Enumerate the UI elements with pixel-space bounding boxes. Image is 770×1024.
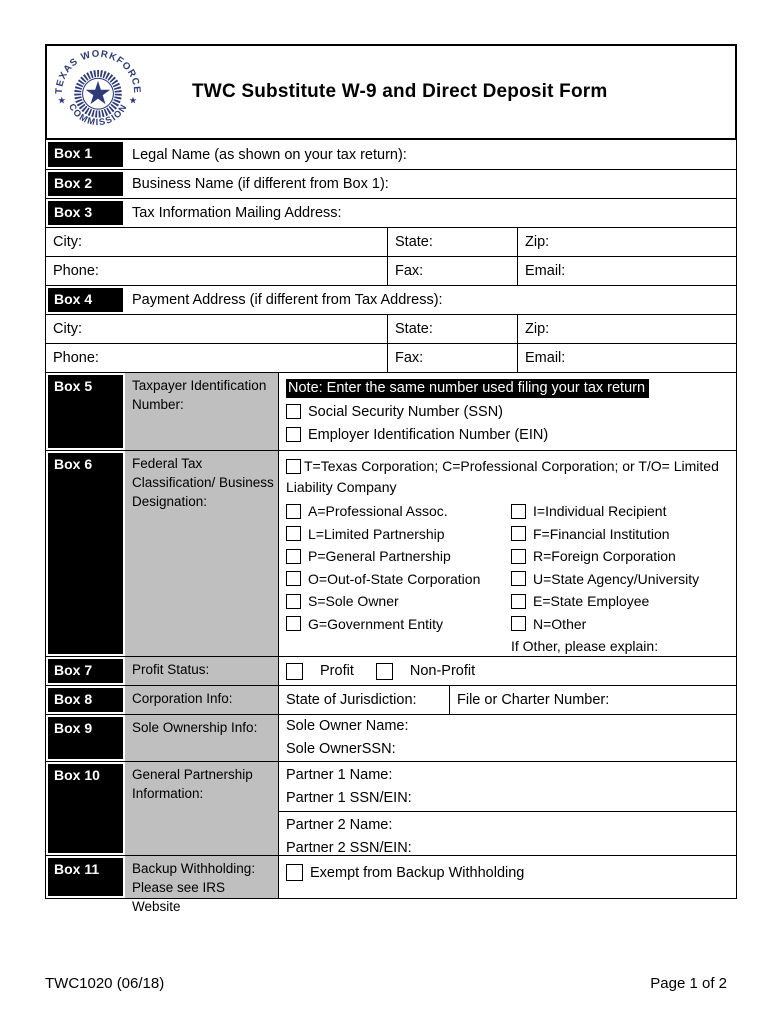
box6-content (279, 451, 736, 656)
form-header (45, 44, 737, 140)
class-o-label: O=Out-of-State Corporation (308, 570, 481, 587)
class-r-checkbox[interactable] (511, 549, 526, 564)
box10-content (279, 762, 736, 855)
tax-phone-row (46, 256, 736, 285)
charter-number-label: File or Charter Number: (457, 692, 610, 708)
jurisdiction-label: State of Jurisdiction: (286, 692, 417, 708)
payment-city-label: City: (53, 321, 82, 337)
tax-city-label: City: (53, 234, 82, 250)
box10-side-label: General Partnership Information: (125, 762, 279, 855)
box8-row (46, 685, 736, 714)
box5-label: Box 5 (46, 373, 125, 450)
box10-label: Box 10 (46, 762, 125, 855)
seal-top-text: TEXAS WORKFORCE (54, 48, 142, 95)
class-i-label: I=Individual Recipient (533, 503, 667, 520)
payment-zip-field[interactable] (517, 315, 736, 343)
class-a-label: A=Professional Assoc. (308, 503, 448, 520)
tax-state-field[interactable] (387, 228, 517, 256)
box2-row (46, 169, 736, 198)
class-t-option (286, 454, 729, 498)
seal-left-star-icon: ★ (57, 95, 67, 107)
tax-zip-field[interactable] (517, 228, 736, 256)
class-n-label: N=Other (533, 615, 587, 632)
partner1-block (279, 762, 736, 811)
box3-row (46, 198, 736, 227)
document-page (45, 44, 737, 914)
class-u-label: U=State Agency/University (533, 570, 700, 587)
class-f-checkbox[interactable] (511, 526, 526, 541)
tax-mailing-address-field[interactable] (125, 199, 736, 227)
sole-owner-name-label: Sole Owner Name: (286, 718, 409, 734)
partner1-ssn-label: Partner 1 SSN/EIN: (286, 789, 412, 806)
payment-address-field[interactable] (125, 286, 736, 314)
class-n-checkbox[interactable] (511, 616, 526, 631)
ein-checkbox[interactable] (286, 427, 301, 442)
box3-label: Box 3 (46, 199, 125, 227)
non-profit-checkbox[interactable] (376, 663, 393, 680)
class-e-checkbox[interactable] (511, 594, 526, 609)
box9-side-label: Sole Ownership Info: (125, 715, 279, 761)
partner1-ssn-field[interactable] (286, 787, 729, 810)
tax-city-field[interactable] (46, 228, 387, 256)
classification-left-column (286, 500, 511, 656)
class-u-checkbox[interactable] (511, 571, 526, 586)
other-explain-field[interactable] (511, 635, 729, 656)
class-p-label: P=General Partnership (308, 548, 451, 565)
box1-label: Box 1 (46, 140, 125, 169)
form-table (45, 140, 737, 914)
class-s-label: S=Sole Owner (308, 593, 399, 610)
classification-columns (286, 500, 729, 656)
legal-name-field[interactable] (125, 140, 736, 169)
payment-email-label: Email: (525, 350, 566, 366)
ssn-checkbox[interactable] (286, 404, 301, 419)
box4-row (46, 285, 736, 314)
class-t-label: T=Texas Corporation; C=Professional Corporation; or T/O= Limited Liability Company (286, 458, 719, 495)
seal-star-icon (87, 82, 109, 103)
seal-right-star-icon: ★ (128, 95, 138, 107)
payment-phone-field[interactable] (46, 344, 387, 372)
tin-note-line (286, 377, 729, 400)
payment-state-label: State: (395, 321, 433, 337)
box9-label: Box 9 (46, 715, 125, 761)
exempt-backup-withholding-checkbox[interactable] (286, 864, 303, 881)
class-o-checkbox[interactable] (286, 571, 301, 586)
box6-side-label: Federal Tax Classification/ Business Designation: (125, 451, 279, 656)
jurisdiction-field[interactable] (279, 686, 450, 714)
box7-label: Box 7 (46, 657, 125, 685)
page-number: Page 1 of 2 (650, 975, 727, 992)
non-profit-label: Non-Profit (409, 663, 476, 679)
payment-phone-label: Phone: (53, 350, 99, 366)
business-name-label: Business Name (if different from Box 1): (132, 176, 389, 192)
form-number: TWC1020 (06/18) (45, 975, 165, 992)
partner2-block (279, 811, 736, 861)
svg-text:COMMISSION (67, 102, 129, 127)
box11-side-label: Backup Withholding: Please see IRS Website (125, 856, 279, 898)
class-l-label: L=Limited Partnership (308, 525, 445, 542)
tax-city-row (46, 227, 736, 256)
box6-row (46, 450, 736, 656)
box11-label: Box 11 (46, 856, 125, 898)
payment-fax-label: Fax: (395, 350, 424, 366)
class-g-checkbox[interactable] (286, 616, 301, 631)
page-footer (45, 975, 727, 992)
tax-zip-label: Zip: (525, 234, 550, 250)
backup-withholding-option (286, 861, 524, 884)
sole-owner-ssn-field[interactable] (286, 738, 729, 761)
tax-mailing-address-label: Tax Information Mailing Address: (132, 205, 342, 221)
partner2-name-label: Partner 2 Name: (286, 817, 393, 833)
partner1-name-field[interactable] (286, 764, 729, 787)
partner2-ssn-label: Partner 2 SSN/EIN: (286, 839, 412, 856)
tax-phone-field[interactable] (46, 257, 387, 285)
ssn-label: Social Security Number (SSN) (308, 403, 503, 420)
class-p-checkbox[interactable] (286, 549, 301, 564)
payment-phone-row (46, 343, 736, 372)
other-explain-label: If Other, please explain: (511, 637, 659, 654)
profit-label: Profit (320, 663, 354, 679)
charter-number-field[interactable] (450, 686, 736, 714)
sole-owner-ssn-label: Sole OwnerSSN: (286, 741, 396, 757)
box8-label: Box 8 (46, 686, 125, 714)
box2-label: Box 2 (46, 170, 125, 198)
class-i-checkbox[interactable] (511, 504, 526, 519)
exempt-backup-withholding-label: Exempt from Backup Withholding (310, 864, 525, 881)
box8-side-label: Corporation Info: (125, 686, 279, 714)
payment-email-field[interactable] (517, 344, 736, 372)
payment-state-field[interactable] (387, 315, 517, 343)
tax-phone-label: Phone: (53, 263, 99, 279)
box11-content (279, 856, 736, 898)
profit-checkbox[interactable] (286, 663, 303, 680)
box11-row (46, 855, 736, 914)
box5-side-label: Taxpayer Identification Number: (125, 373, 279, 450)
class-g-label: G=Government Entity (308, 615, 444, 632)
ssn-option (286, 400, 729, 423)
class-e-label: E=State Employee (533, 593, 650, 610)
payment-fax-field[interactable] (387, 344, 517, 372)
box1-row (46, 140, 736, 169)
box10-row (46, 761, 736, 855)
box6-label: Box 6 (46, 451, 125, 656)
tax-fax-label: Fax: (395, 263, 424, 279)
box4-label: Box 4 (46, 286, 125, 314)
tax-email-label: Email: (525, 263, 566, 279)
classification-right-column (511, 500, 729, 656)
partner2-name-field[interactable] (286, 814, 729, 837)
box7-content (279, 657, 736, 685)
tax-fax-field[interactable] (387, 257, 517, 285)
box5-content (279, 373, 736, 450)
class-f-label: F=Financial Institution (533, 525, 670, 542)
class-t-checkbox[interactable] (286, 459, 301, 474)
tax-email-field[interactable] (517, 257, 736, 285)
payment-address-label: Payment Address (if different from Tax Address): (132, 292, 443, 308)
legal-name-label: Legal Name (as shown on your tax return): (132, 146, 407, 163)
class-l-checkbox[interactable] (286, 526, 301, 541)
tax-state-label: State: (395, 234, 433, 250)
tin-note: Note: Enter the same number used filing your tax return (286, 379, 649, 398)
payment-zip-label: Zip: (525, 321, 550, 337)
payment-city-row (46, 314, 736, 343)
class-a-checkbox[interactable] (286, 504, 301, 519)
class-s-checkbox[interactable] (286, 594, 301, 609)
ein-option (286, 423, 729, 446)
box9-row (46, 714, 736, 761)
box7-side-label: Profit Status: (125, 657, 279, 685)
seal-bottom-text: COMMISSION (66, 101, 130, 128)
sole-owner-name-field[interactable] (286, 715, 729, 738)
class-r-label: R=Foreign Corporation (533, 548, 676, 565)
box7-row (46, 656, 736, 685)
box5-row (46, 372, 736, 450)
payment-city-field[interactable] (46, 315, 387, 343)
partner1-name-label: Partner 1 Name: (286, 767, 393, 783)
page-title: TWC Substitute W-9 and Direct Deposit Form (192, 81, 608, 102)
twc-seal-logo (54, 48, 142, 136)
business-name-field[interactable] (125, 170, 736, 198)
box9-content (279, 715, 736, 761)
ein-label: Employer Identification Number (EIN) (308, 426, 549, 443)
